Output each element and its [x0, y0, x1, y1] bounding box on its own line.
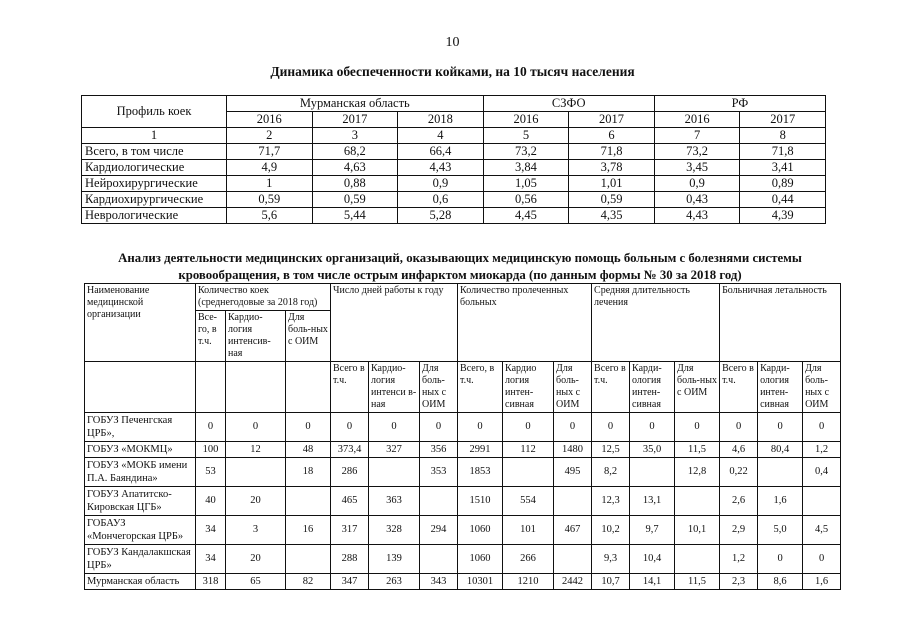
sub-header: Кардио-логия интенсив-ная: [226, 311, 286, 362]
table-cell: 9,7: [630, 516, 675, 545]
sub-header: Для боль-ных с ОИМ: [420, 362, 458, 413]
sub-header: Всего в т.ч.: [331, 362, 369, 413]
table-cell: 20: [226, 487, 286, 516]
bed-provision-table: [81, 95, 826, 224]
table-cell: 4,39: [740, 208, 826, 224]
table-cell: 2,9: [720, 516, 758, 545]
year-header: 2016: [227, 112, 313, 128]
sub-header: Для боль-ных с ОИМ: [675, 362, 720, 413]
org-name: Мурманская область: [85, 574, 196, 590]
table-row: [82, 176, 826, 192]
table-cell: 0: [331, 413, 369, 442]
group-header-patients: Количество пролеченных больных: [458, 284, 592, 362]
table-cell: 343: [420, 574, 458, 590]
table-cell: 12,3: [592, 487, 630, 516]
table-cell: 353: [420, 458, 458, 487]
table-cell: 1210: [503, 574, 554, 590]
table-cell: 3,78: [569, 160, 655, 176]
table-cell: [226, 458, 286, 487]
sub-header: Все-го, в т.ч.: [196, 311, 226, 362]
table-cell: 1510: [458, 487, 503, 516]
sub-header: Карди-ология интен-сивная: [758, 362, 803, 413]
org-name: ГОБУЗ «МОКМЦ»: [85, 442, 196, 458]
sub-header: Кардио-логия интенси в-ная: [369, 362, 420, 413]
group-header-duration: Средняя длительность лечения: [592, 284, 720, 362]
table2-title: Анализ деятельности медицинских организаций, оказывающих медицинскую помощь больным с болезнями системы кровообращения, в том числе острым инфарктом миокарда (по данным формы № 30 за 2018 год): [118, 251, 802, 282]
table-cell: 12: [226, 442, 286, 458]
table-cell: 0,89: [740, 176, 826, 192]
table-cell: 1,05: [483, 176, 569, 192]
table-cell: 100: [196, 442, 226, 458]
table-cell: 40: [196, 487, 226, 516]
sub-header: Кардио логия интен-сивная: [503, 362, 554, 413]
table-cell: 328: [369, 516, 420, 545]
table-cell: 288: [331, 545, 369, 574]
table-cell: 0,22: [720, 458, 758, 487]
org-name: ГОБУЗ Кандалакшская ЦРБ»: [85, 545, 196, 574]
table-cell: 0,59: [227, 192, 313, 208]
table-cell: 10,1: [675, 516, 720, 545]
table-cell: 0,59: [312, 192, 398, 208]
table-cell: 10,7: [592, 574, 630, 590]
table-cell: 3: [226, 516, 286, 545]
table-cell: 0: [503, 413, 554, 442]
table-cell: 495: [554, 458, 592, 487]
table-cell: 2991: [458, 442, 503, 458]
org-name: ГОБУЗ Печенгская ЦРБ»,: [85, 413, 196, 442]
table-cell: 20: [226, 545, 286, 574]
column-number: 7: [654, 128, 740, 144]
table-cell: 0,88: [312, 176, 398, 192]
table-cell: 1,6: [758, 487, 803, 516]
table-cell: 3,45: [654, 160, 740, 176]
table-cell: 4,35: [569, 208, 655, 224]
table-cell: 5,6: [227, 208, 313, 224]
table-cell: 112: [503, 442, 554, 458]
table-cell: 80,4: [758, 442, 803, 458]
year-header: 2016: [483, 112, 569, 128]
table-cell: 4,5: [803, 516, 841, 545]
group-header-mortality: Больничная летальность: [720, 284, 841, 362]
table-cell: 2,3: [720, 574, 758, 590]
region-header: СЗФО: [483, 96, 654, 112]
table-cell: 0: [803, 413, 841, 442]
table-cell: 12,5: [592, 442, 630, 458]
table-cell: 1853: [458, 458, 503, 487]
table-cell: 11,5: [675, 442, 720, 458]
table-cell: 327: [369, 442, 420, 458]
profile-header: Профиль коек: [82, 96, 227, 128]
table-cell: 34: [196, 545, 226, 574]
column-number: 4: [398, 128, 484, 144]
table-cell: 266: [503, 545, 554, 574]
column-number: 5: [483, 128, 569, 144]
table-cell: 1: [227, 176, 313, 192]
table-cell: 4,43: [398, 160, 484, 176]
table-cell: [803, 487, 841, 516]
table-cell: 1,2: [720, 545, 758, 574]
table-cell: 4,6: [720, 442, 758, 458]
table-row: [82, 144, 826, 160]
table-cell: 1480: [554, 442, 592, 458]
table-cell: 294: [420, 516, 458, 545]
table-cell: [758, 458, 803, 487]
table-cell: 65: [226, 574, 286, 590]
group-header-beds: Количество коек (среднегодовые за 2018 год): [196, 284, 331, 311]
table-cell: 467: [554, 516, 592, 545]
column-number: 6: [569, 128, 655, 144]
table-cell: 0,43: [654, 192, 740, 208]
table-cell: 0: [675, 413, 720, 442]
table-row: [85, 516, 841, 545]
table-cell: 0: [196, 413, 226, 442]
table-cell: 68,2: [312, 144, 398, 160]
table-cell: 0,4: [803, 458, 841, 487]
year-header: 2016: [654, 112, 740, 128]
table-row: [85, 413, 841, 442]
table-cell: 4,43: [654, 208, 740, 224]
table-cell: 73,2: [483, 144, 569, 160]
table-cell: 3,84: [483, 160, 569, 176]
row-label: Всего, в том числе: [82, 144, 227, 160]
row-label: Неврологические: [82, 208, 227, 224]
table-row: [82, 192, 826, 208]
table-cell: 9,3: [592, 545, 630, 574]
table-cell: [554, 545, 592, 574]
year-header: 2017: [312, 112, 398, 128]
table-cell: 71,8: [740, 144, 826, 160]
sub-header-continuation: [286, 362, 331, 413]
table-cell: 139: [369, 545, 420, 574]
table-cell: 0: [630, 413, 675, 442]
table-cell: 286: [331, 458, 369, 487]
table-cell: 66,4: [398, 144, 484, 160]
table-cell: 0: [458, 413, 503, 442]
table-cell: 0,6: [398, 192, 484, 208]
row-label: Кардиохирургические: [82, 192, 227, 208]
table-cell: 71,8: [569, 144, 655, 160]
table-cell: 18: [286, 458, 331, 487]
table-cell: 2442: [554, 574, 592, 590]
org-name: ГОБАУЗ «Мончегорская ЦРБ»: [85, 516, 196, 545]
table-cell: 5,0: [758, 516, 803, 545]
group-header-workdays: Число дней работы к году: [331, 284, 458, 362]
table-cell: 11,5: [675, 574, 720, 590]
table-cell: 8,2: [592, 458, 630, 487]
table-cell: [420, 545, 458, 574]
table-cell: 0: [369, 413, 420, 442]
table-cell: 1060: [458, 545, 503, 574]
table-cell: 1060: [458, 516, 503, 545]
table-cell: 0: [803, 545, 841, 574]
table-cell: 10,2: [592, 516, 630, 545]
table-cell: 16: [286, 516, 331, 545]
row-label: Кардиологические: [82, 160, 227, 176]
table-cell: 0: [286, 413, 331, 442]
table-row: [82, 160, 826, 176]
table-cell: 317: [331, 516, 369, 545]
row-label: Нейрохирургические: [82, 176, 227, 192]
sub-header: Для боль-ных с ОИМ: [286, 311, 331, 362]
table-cell: 35,0: [630, 442, 675, 458]
sub-header: Всего в т.ч.: [720, 362, 758, 413]
region-header: Мурманская область: [227, 96, 484, 112]
table-cell: 0: [758, 545, 803, 574]
org-name: ГОБУЗ «МОКБ имени П.А. Баяндина»: [85, 458, 196, 487]
sub-header: Карди-ология интен-сивная: [630, 362, 675, 413]
table-cell: 263: [369, 574, 420, 590]
table-cell: 34: [196, 516, 226, 545]
sub-header: Для боль-ных с ОИМ: [803, 362, 841, 413]
table-cell: 5,28: [398, 208, 484, 224]
table-cell: 4,9: [227, 160, 313, 176]
table-cell: [675, 545, 720, 574]
org-name: ГОБУЗ Апатитско-Кировская ЦГБ»: [85, 487, 196, 516]
table-cell: 356: [420, 442, 458, 458]
table-cell: 82: [286, 574, 331, 590]
table-cell: 1,01: [569, 176, 655, 192]
table-cell: 13,1: [630, 487, 675, 516]
region-header: РФ: [654, 96, 825, 112]
cardio-activity-table: [84, 283, 841, 590]
table-cell: 10,4: [630, 545, 675, 574]
table-cell: 0: [720, 413, 758, 442]
table-cell: 318: [196, 574, 226, 590]
table-cell: 363: [369, 487, 420, 516]
column-number: 8: [740, 128, 826, 144]
table-cell: [675, 487, 720, 516]
table-cell: 10301: [458, 574, 503, 590]
table-cell: [286, 487, 331, 516]
org-header: Наименование медицинской организации: [85, 284, 196, 362]
column-number: 3: [312, 128, 398, 144]
table-cell: 0: [554, 413, 592, 442]
sub-header: Всего в т.ч.: [592, 362, 630, 413]
table-cell: 465: [331, 487, 369, 516]
table-row: [85, 442, 841, 458]
table-row: [85, 574, 841, 590]
table-cell: 0: [420, 413, 458, 442]
table-cell: [554, 487, 592, 516]
table-cell: 12,8: [675, 458, 720, 487]
table-cell: 4,63: [312, 160, 398, 176]
table-cell: 3,41: [740, 160, 826, 176]
table-cell: [420, 487, 458, 516]
sub-header: Всего, в т.ч.: [458, 362, 503, 413]
table-row: [85, 487, 841, 516]
table-cell: 1,2: [803, 442, 841, 458]
table-cell: 2,6: [720, 487, 758, 516]
table-cell: 71,7: [227, 144, 313, 160]
sub-header: Для боль-ных с ОИМ: [554, 362, 592, 413]
table-cell: 0,44: [740, 192, 826, 208]
table-cell: 0,9: [654, 176, 740, 192]
table-cell: 53: [196, 458, 226, 487]
table-cell: 73,2: [654, 144, 740, 160]
table-cell: 8,6: [758, 574, 803, 590]
column-number: 2: [227, 128, 313, 144]
table-cell: 48: [286, 442, 331, 458]
table-cell: 554: [503, 487, 554, 516]
table-row: [82, 208, 826, 224]
table-cell: 0,59: [569, 192, 655, 208]
sub-header-continuation: [196, 362, 226, 413]
year-header: 2017: [740, 112, 826, 128]
sub-header-continuation: [226, 362, 286, 413]
table-cell: 0,56: [483, 192, 569, 208]
table-cell: 373,4: [331, 442, 369, 458]
table-cell: [630, 458, 675, 487]
table-cell: 0: [592, 413, 630, 442]
table-row: [85, 545, 841, 574]
year-header: 2017: [569, 112, 655, 128]
table-row: [85, 458, 841, 487]
table-cell: 5,44: [312, 208, 398, 224]
year-header: 2018: [398, 112, 484, 128]
table-cell: 0,9: [398, 176, 484, 192]
table-cell: 101: [503, 516, 554, 545]
table-cell: 347: [331, 574, 369, 590]
table-cell: 14,1: [630, 574, 675, 590]
org-header-continuation: [85, 362, 196, 413]
table-cell: [503, 458, 554, 487]
table-cell: 0: [758, 413, 803, 442]
column-number: 1: [82, 128, 227, 144]
table-cell: 1,6: [803, 574, 841, 590]
page-number: 10: [445, 35, 460, 50]
table1-title: Динамика обеспеченности койками, на 10 тысяч населения: [270, 64, 635, 79]
table-cell: 4,45: [483, 208, 569, 224]
table-cell: [369, 458, 420, 487]
table-cell: 0: [226, 413, 286, 442]
table-cell: [286, 545, 331, 574]
